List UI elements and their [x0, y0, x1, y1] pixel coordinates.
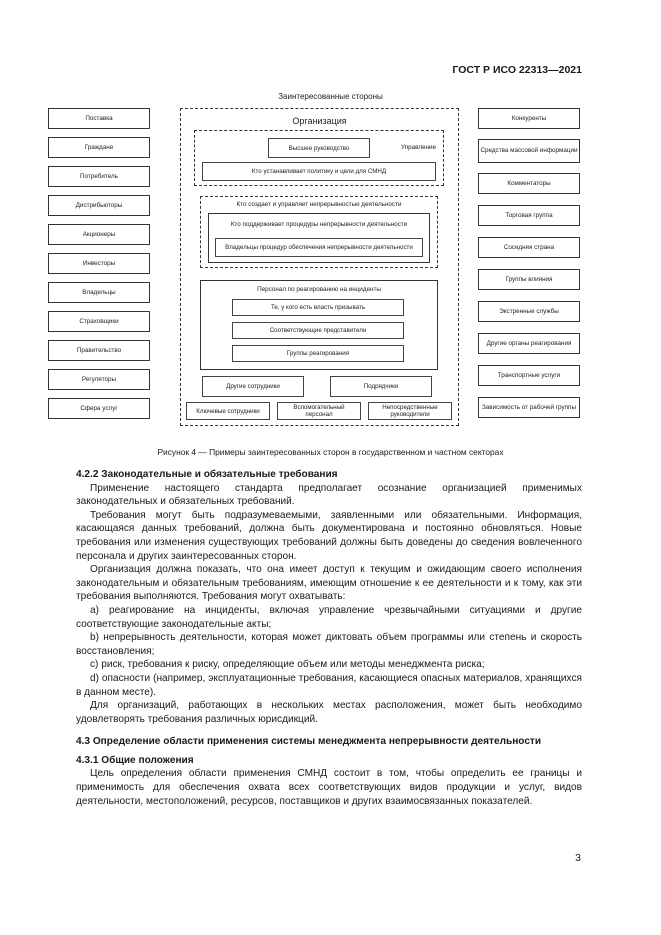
section-heading: 4.3 Определение области применения системы менеджмента непрерывности деятельности	[76, 736, 542, 748]
list-item: c) риск, требования к риску, определяющие объем или методы менеджмента риска;	[90, 659, 485, 671]
direct-managers-box: Непосредственные руководители	[368, 402, 452, 420]
bc-supporters-label: Кто поддерживает процедуры непрерывности деятельности	[230, 221, 408, 228]
stakeholder-box: Соседняя страна	[478, 237, 580, 258]
support-staff-box: Вспомогательный персонал	[277, 402, 361, 420]
incident-item: Соответствующие представители	[232, 322, 404, 339]
stakeholder-box: Владельцы	[48, 282, 150, 303]
organization-title: Организация	[292, 116, 347, 126]
page-number: 3	[575, 852, 581, 864]
stakeholder-box: Дистрибьюторы	[48, 195, 150, 216]
bc-owners-box: Владельцы процедур обеспечения непрерывности деятельности	[215, 238, 423, 257]
stakeholder-box: Страховщики	[48, 311, 150, 332]
top-management-box: Высшее руководство	[268, 138, 370, 158]
paragraph: Требования могут быть подразумеваемыми, заявленными или обязательными. Информация, касающаяся данных требований, должна быть документирована и постоянно обновляться. Новые требования или изменения существующих требований должны быть доведены до сведения вовлеченного персонала и других заинтересованных сторон.	[76, 509, 582, 562]
other-staff-box: Другие сотрудники	[202, 376, 304, 397]
stakeholder-box: Экстренные службы	[478, 301, 580, 322]
stakeholder-box: Комментаторы	[478, 173, 580, 194]
stakeholder-box: Транспортные услуги	[478, 365, 580, 386]
subsection-heading: 4.3.1 Общие положения	[76, 754, 194, 766]
stakeholder-box: Инвесторы	[48, 253, 150, 274]
figure-caption: Рисунок 4 — Примеры заинтересованных сторон в государственном и частном секторах	[157, 447, 504, 457]
paragraph: Организация должна показать, что она имеет доступ к текущим и ожидающим своего исполнения законодательным и обязательным требованиям, имеющим отношение к ее деятельности и к тому, как эти требования выполняются. Требования могут охватывать:	[76, 564, 582, 603]
figure-title: Заинтересованные стороны	[278, 92, 383, 101]
incident-item: Те, у кого есть власть призывать	[232, 299, 404, 316]
stakeholder-box: Регуляторы	[48, 369, 150, 390]
stakeholder-box: Конкуренты	[478, 108, 580, 129]
key-staff-box: Ключевые сотрудники	[186, 402, 270, 420]
paragraph: Цель определения области применения СМНД состоит в том, чтобы определить ее границы и применимость для обеспечения охвата всех соответствующих видов продукции и услуг, видов деятельности, местоположений, ресурсов, поставщиков и других взаимосвязанных показателей.	[76, 768, 582, 807]
stakeholder-box: Зависимость от рабочей группы	[478, 397, 580, 418]
contractors-box: Подрядчики	[330, 376, 432, 397]
incident-item: Группы реагирования	[232, 345, 404, 362]
document-id: ГОСТ Р ИСО 22313—2021	[452, 64, 582, 76]
stakeholder-box: Торговая группа	[478, 205, 580, 226]
stakeholder-box: Другие органы реагирования	[478, 333, 580, 354]
list-item: b) непрерывность деятельности, которая может диктовать объем программы или степень и скорость восстановления;	[76, 632, 582, 657]
stakeholder-box: Сфера услуг	[48, 398, 150, 419]
body-text	[76, 468, 582, 808]
bc-group-title: Кто создает и управляет непрерывностью деятельности	[236, 201, 402, 208]
list-item: a) реагирование на инциденты, включая управление чрезвычайными ситуациями и другие соответствующие законодательные акты;	[76, 604, 582, 630]
list-item: d) опасности (например, эксплуатационные требования, касающиеся опасных материалов, хранящихся в данном месте).	[76, 672, 582, 698]
stakeholder-box: Акционеры	[48, 224, 150, 245]
management-label: Управление	[401, 144, 437, 151]
paragraph: Применение настоящего стандарта предполагает осознание организацией применимых законодательных и обязательных требований.	[76, 482, 582, 508]
section-heading: 4.2.2 Законодательные и обязательные требования	[76, 469, 338, 480]
paragraph: Для организаций, работающих в нескольких местах расположения, может быть необходимо удовлетворять требования различных юрисдикций.	[76, 700, 582, 725]
stakeholder-box: Потребитель	[48, 166, 150, 187]
stakeholder-box: Правительство	[48, 340, 150, 361]
stakeholder-box: Поставка	[48, 108, 150, 129]
stakeholder-box: Группы влияния	[478, 269, 580, 290]
stakeholder-box: Граждане	[48, 137, 150, 158]
incident-response-title: Персонал по реагированию на инциденты	[257, 286, 381, 293]
policy-setters-box: Кто устанавливает политику и цели для СМНД	[202, 162, 436, 181]
stakeholder-box: Средства массовой информации	[478, 139, 580, 163]
